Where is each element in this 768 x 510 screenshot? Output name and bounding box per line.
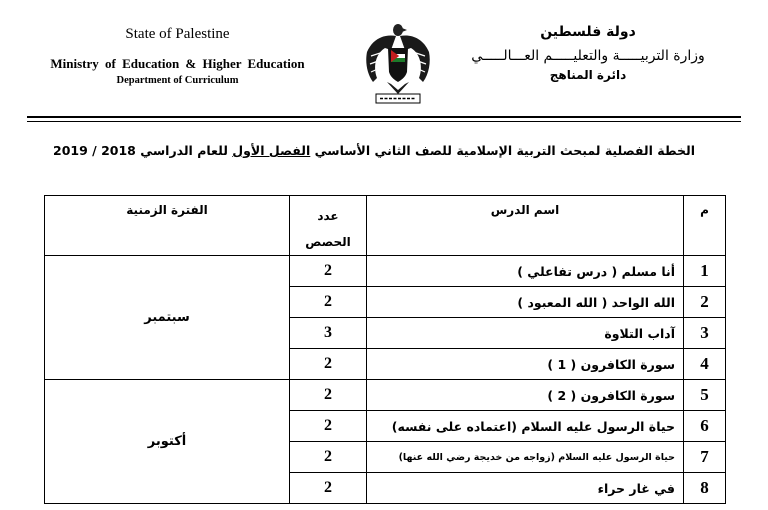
header-lesson-name: اسم الدرس [367,196,684,256]
header-lesson-count [290,196,367,256]
en-ministry-name: Ministry of Education & Higher Education [50,56,305,71]
document-title [40,143,708,158]
lesson-count: 3 [290,318,367,349]
lesson-name: سورة الكافرون ( 2 ) [367,380,684,411]
lesson-name: آداب التلاوة [367,318,684,349]
lesson-count: 2 [290,349,367,380]
lesson-name: حياة الرسول عليه السلام (زواجه من خديجة رضي الله عنها) [367,442,684,473]
lesson-count: 2 [290,473,367,504]
row-number: 8 [684,473,726,504]
period-cell: أكتوبر [45,380,290,504]
lesson-count: 2 [290,380,367,411]
row-number: 4 [684,349,726,380]
lesson-count: 2 [290,442,367,473]
arabic-header [438,24,738,82]
row-number: 1 [684,256,726,287]
lesson-name: حياة الرسول عليه السلام (اعتماده على نفسه) [367,411,684,442]
title-part-1: الخطة الفصلية لمبحث التربية الإسلامية للصف الثاني الأساسي [310,143,695,158]
title-semester: الفصل الأول [232,143,311,158]
row-number: 2 [684,287,726,318]
lesson-name: الله الواحد ( الله المعبود ) [367,287,684,318]
row-number: 5 [684,380,726,411]
ar-department-name: دائرة المناهج [549,68,627,82]
english-header [0,26,355,86]
palestine-eagle-emblem-icon [363,22,433,107]
ar-ministry-name: وزارة التربيـــــة والتعليـــــم العـــالـــــي [471,48,705,64]
en-state-name: State of Palestine [125,26,230,42]
lesson-count: 2 [290,256,367,287]
semester-plan-table [44,195,726,504]
table-row [45,256,726,287]
en-department-name: Department of Curriculum [116,75,239,86]
header-divider-thin [27,121,741,122]
lesson-name: في غار حراء [367,473,684,504]
table-header-row [45,196,726,256]
lesson-count: 2 [290,287,367,318]
header-divider-thick [27,116,741,118]
row-number: 3 [684,318,726,349]
table-row [45,380,726,411]
lesson-name: سورة الكافرون ( 1 ) [367,349,684,380]
header-num: م [684,196,726,256]
ar-state-name: دولة فلسطين [540,24,636,40]
row-number: 7 [684,442,726,473]
title-part-3: للعام الدراسي 2018 / 2019 [53,143,233,158]
period-cell: سبتمبر [45,256,290,380]
header-time-period: الفترة الزمنية [45,196,290,256]
row-number: 6 [684,411,726,442]
header-count-line1: عدد [317,209,339,223]
lesson-name: أنا مسلم ( درس تفاعلي ) [367,256,684,287]
lesson-count: 2 [290,411,367,442]
header-count-line2: الحصص [305,235,351,249]
